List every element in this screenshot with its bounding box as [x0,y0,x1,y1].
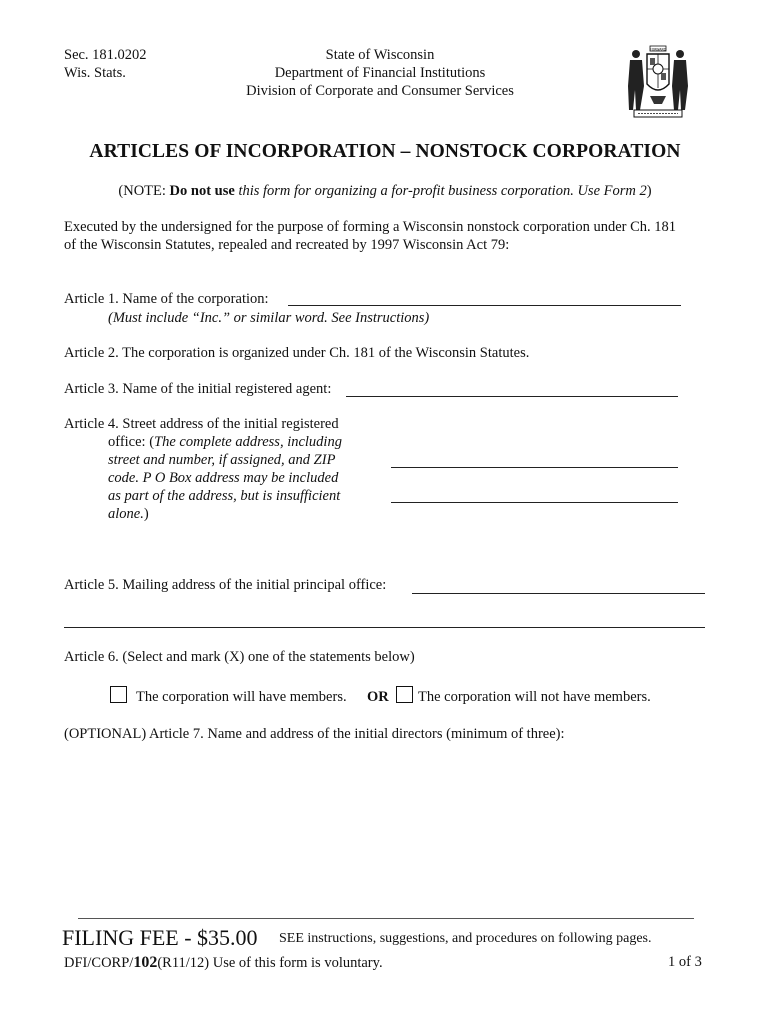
article5-address-field-2[interactable] [64,627,705,628]
article4-address-field-2[interactable] [391,502,678,503]
article4-label: Article 4. Street address of the initial registered [64,416,339,432]
article4-line6-italic: alone. [108,506,144,522]
form-suffix: (R11/12) Use of this form is voluntary. [157,955,383,971]
intro-line1: Executed by the undersigned for the purpose of forming a Wisconsin nonstock corporation under Ch. 181 [64,219,677,235]
form-identifier [64,954,383,972]
article4-line6-close: ) [143,506,149,522]
article6-label: Article 6. (Select and mark (X) one of the statements below) [64,649,415,665]
no-members-option-label: The corporation will not have members. [418,689,651,705]
article4-line2 [108,434,342,451]
form-prefix: DFI/CORP/ [64,955,134,971]
agency-department: Department of Financial Institutions [274,65,486,81]
article4-line2-plain: office: ( [108,434,155,450]
page-number: 1 of 3 [668,954,702,970]
agency-state: State of Wisconsin [325,47,435,63]
filing-fee: FILING FEE - $35.00 [62,925,258,950]
article5-label: Article 5. Mailing address of the initial principal office: [64,577,387,593]
article3-label: Article 3. Name of the initial registered agent: [64,381,332,397]
article5-address-field-1[interactable] [412,593,705,594]
article4-line4: code. P O Box address may be included [108,470,339,486]
agency-division: Division of Corporate and Consumer Services [246,83,514,99]
article3-agent-field[interactable] [346,396,678,397]
note-open: (NOTE: [118,183,166,199]
article4-line2-italic: The complete address, including [154,434,342,450]
form-title: ARTICLES OF INCORPORATION – NONSTOCK CORPORATION [89,141,681,162]
article2-text: Article 2. The corporation is organized under Ch. 181 of the Wisconsin Statutes. [64,345,530,361]
article4-line6 [108,506,149,523]
article4-line5: as part of the address, but is insufficient [108,488,341,504]
article4-line3: street and number, if assigned, and ZIP [108,452,336,468]
intro-line2: of the Wisconsin Statutes, repealed and recreated by 1997 Wisconsin Act 79: [64,237,510,253]
note [0,183,770,200]
footer-rule [78,918,694,919]
statute-reference-line2: Wis. Stats. [64,65,126,81]
form-number: 102 [133,954,158,971]
no-members-checkbox[interactable] [396,686,413,703]
article1-label: Article 1. Name of the corporation: [64,291,269,307]
note-emphasis: Do not use [169,183,235,199]
or-separator: OR [367,689,389,705]
filing-fee-note: SEE instructions, suggestions, and procedures on following pages. [279,931,652,946]
note-italic: this form for organizing a for-profit business corporation. Use Form 2 [238,183,647,199]
article1-name-field[interactable] [288,305,681,306]
article4-address-field-1[interactable] [391,467,678,468]
members-checkbox[interactable] [110,686,127,703]
article7-label: (OPTIONAL) Article 7. Name and address of the initial directors (minimum of three): [64,726,565,742]
members-option-label: The corporation will have members. [136,689,347,705]
seal-motto: FORWARD [649,47,667,52]
article1-hint: (Must include “Inc.” or similar word. See Instructions) [108,310,430,326]
note-close: ) [646,183,652,199]
state-seal-icon [620,40,696,122]
statute-reference-line1: Sec. 181.0202 [64,47,147,63]
